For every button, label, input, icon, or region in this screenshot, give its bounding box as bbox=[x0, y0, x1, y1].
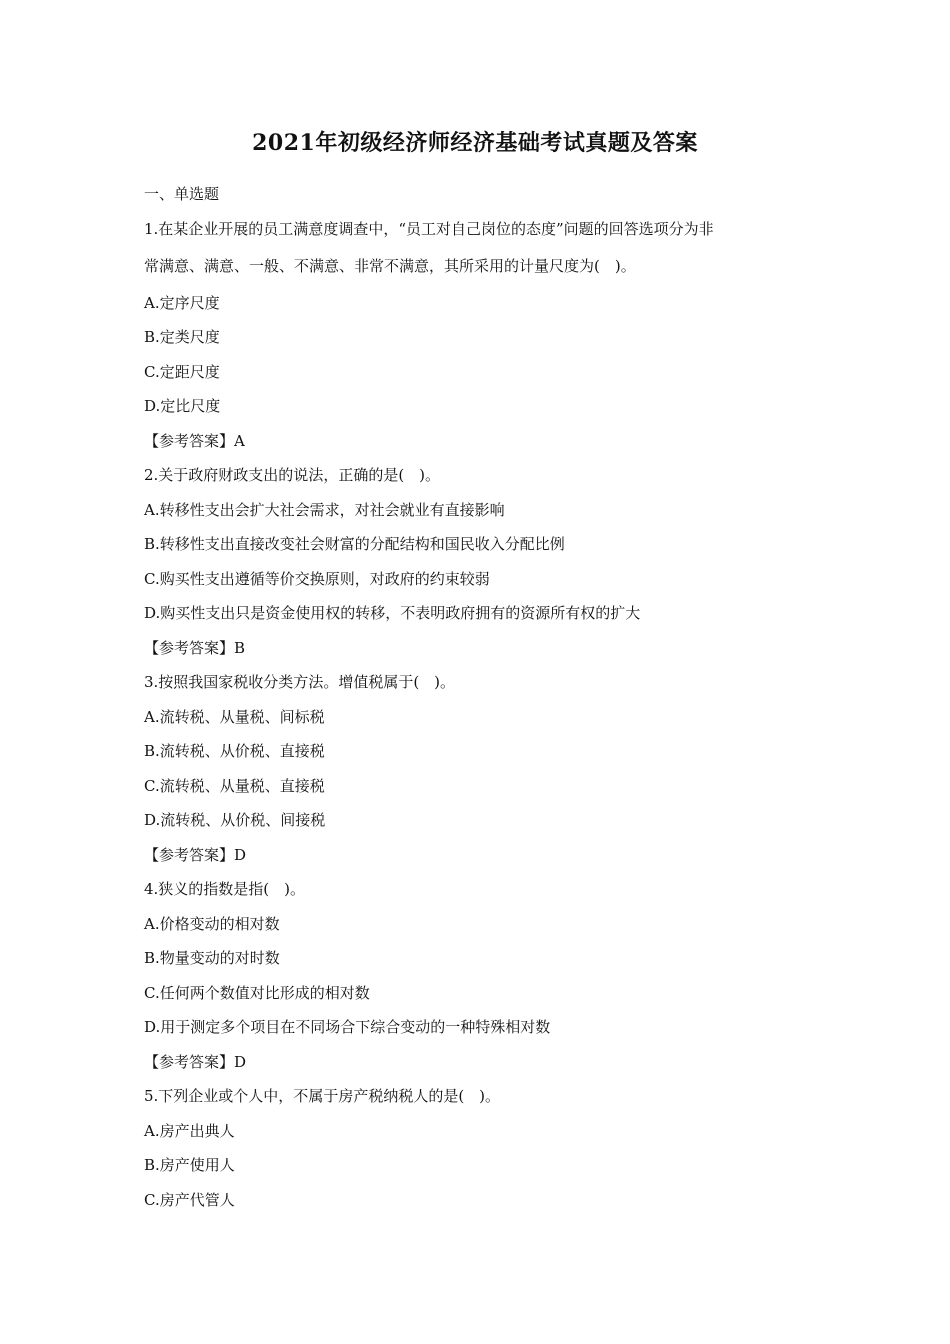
question-3-stem: 3.按照我国家税收分类方法。增值税属于( )。 bbox=[144, 673, 456, 691]
question-1-option-d: D.定比尺度 bbox=[144, 397, 221, 415]
question-1-stem-line-1: 1.在某企业开展的员工满意度调查中，“员工对自己岗位的态度”问题的回答选项分为非 bbox=[144, 219, 714, 238]
question-3-answer: 【参考答案】D bbox=[144, 845, 247, 864]
question-4-option-c: C.任何两个数值对比形成的相对数 bbox=[144, 983, 370, 1002]
question-1-stem-line-2: 常满意、满意、一般、不满意、非常不满意，其所采用的计量尺度为( )。 bbox=[144, 256, 636, 275]
question-5-option-a: A.房产出典人 bbox=[144, 1121, 235, 1140]
question-2-option-b: B.转移性支出直接改变社会财富的分配结构和国民收入分配比例 bbox=[144, 535, 565, 553]
question-2-option-c: C.购买性支出遵循等价交换原则，对政府的约束较弱 bbox=[144, 569, 490, 588]
page-title: 2021年初级经济师经济基础考试真题及答案 bbox=[252, 130, 698, 156]
document-body bbox=[144, 182, 824, 1222]
question-3-option-c: C.流转税、从量税、直接税 bbox=[144, 776, 325, 795]
question-4-option-b: B.物量变动的对时数 bbox=[144, 949, 280, 967]
question-1-option-b: B.定类尺度 bbox=[144, 328, 220, 346]
question-2-option-d: D.购买性支出只是资金使用权的转移，不表明政府拥有的资源所有权的扩大 bbox=[144, 604, 641, 622]
question-4-answer: 【参考答案】D bbox=[144, 1052, 247, 1071]
question-2-option-a: A.转移性支出会扩大社会需求，对社会就业有直接影响 bbox=[144, 500, 505, 519]
question-1-option-a: A.定序尺度 bbox=[144, 293, 220, 312]
question-3-option-b: B.流转税、从价税、直接税 bbox=[144, 742, 325, 760]
question-3-option-d: D.流转税、从价税、间接税 bbox=[144, 811, 326, 829]
question-4-option-d: D.用于测定多个项目在不同场合下综合变动的一种特殊相对数 bbox=[144, 1018, 551, 1036]
question-3-option-a: A.流转税、从量税、间标税 bbox=[144, 707, 325, 726]
question-5-option-b: B.房产使用人 bbox=[144, 1156, 235, 1174]
question-5-stem: 5.下列企业或个人中，不属于房产税纳税人的是( )。 bbox=[144, 1087, 501, 1105]
question-1-answer: 【参考答案】A bbox=[144, 431, 245, 450]
section-heading: 一、单选题 bbox=[144, 185, 220, 203]
question-4-stem: 4.狭义的指数是指( )。 bbox=[144, 880, 306, 898]
question-5-option-c: C.房产代管人 bbox=[144, 1190, 235, 1209]
question-2-answer: 【参考答案】B bbox=[144, 638, 246, 657]
question-1-option-c: C.定距尺度 bbox=[144, 362, 220, 381]
question-4-option-a: A.价格变动的相对数 bbox=[144, 914, 280, 933]
question-2-stem: 2.关于政府财政支出的说法，正确的是( )。 bbox=[144, 466, 441, 484]
